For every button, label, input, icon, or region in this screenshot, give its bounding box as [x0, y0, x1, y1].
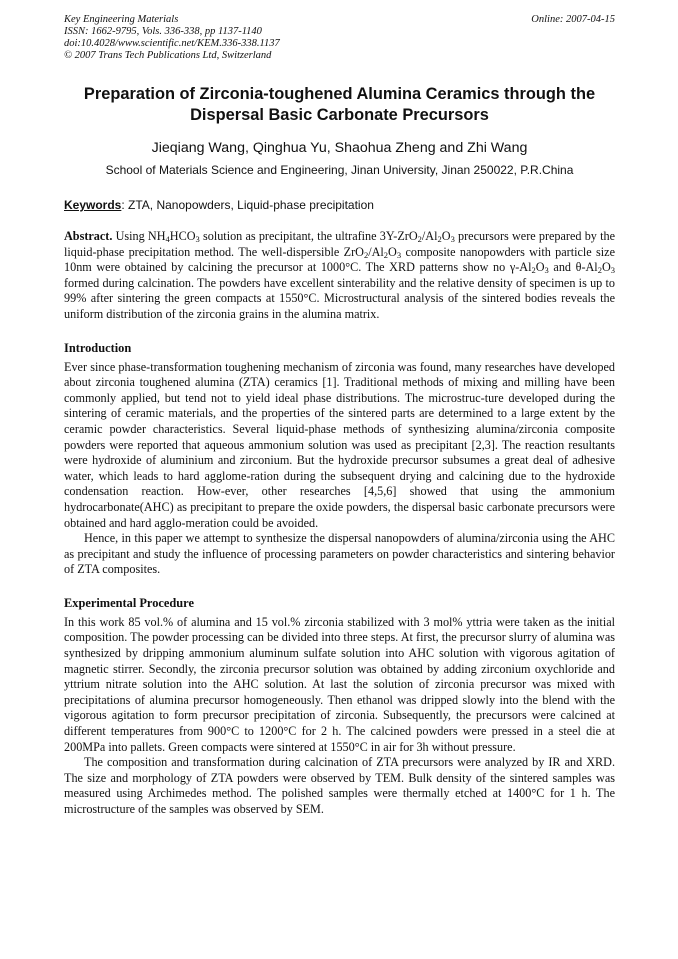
doi-line: doi:10.4028/www.scientific.net/KEM.336-338.1137	[64, 38, 280, 49]
keywords-label: Keywords	[64, 198, 122, 212]
abstract-text: /Al	[368, 244, 384, 259]
abstract-label: Abstract.	[64, 229, 113, 243]
subscript: 2	[383, 249, 389, 260]
subscript: 3	[450, 234, 455, 244]
experimental-paragraph-1: In this work 85 vol.% of alumina and 15 vol.% zirconia stabilized with 3 mol% yttria were taken as the initial composition. The powder processing can be divided into three steps. At first, the precursor slurry of alumina was synthesized by dripping ammonium aluminum sulfate solution into AHC solution with vigorous agitation of magnetic stirrer. Secondly, the zirconia precursor solution was obtained by adding zirconium oxychloride and yttrium nitrate solution into the AHC solution. At last the solution of zirconia precursor was mixed with precipitations of alumina precursor homogeneously. Then ethanol was dripped slowly into the blend with the vigorous agitation to form precursor precipitation of zirconia. Subsequently, the precursors were calcined at different temperatures from 900°C to 1200°C for 2 h. The calcined powders were pressed in a steel die at 200MPa into pallets. Green compacts were sintered at 1550°C in air for 3h without pressure.	[64, 614, 615, 754]
authors: Jieqiang Wang, Qinghua Yu, Shaohua Zheng and Zhi Wang	[151, 140, 528, 156]
introduction-paragraph-1: Ever since phase-transformation toughening mechanism of zirconia was found, many researches have developed about zirconia toughened alumina (ZTA) ceramics [1]. Traditional methods of mixing and milling have been commonly applied, but tend not to yield ideal phase distributions. The microstruc-ture developed during the sintering of ceramic materials, and the properties of the sintered parts are determined to a large extent by the ceramic powder characteristics. Several liquid-phase methods of synthesizing alumina/zirconia composite powders were reported that aqueous ammonium solution was used as precipitant [2,3]. The reaction resultants were hydroxide of aluminium and zirconium. But the hydroxide precursor subsumes a great deal of adhesive water, which leads to hard agglome-ration during the subsequent drying and calcining due to the hydroxide condensation reaction. How-ever, other researches [4,5,6] showed that using the ammonium hydrocarbonate(AHC) as precipitant to prepare the oxide powders, the dispersal basic carbonate precursors were obtained and hard agglo-meration could be avoided.	[64, 359, 615, 530]
abstract-text: solution as precipitant, the ultrafine 3Y-ZrO	[199, 229, 418, 243]
introduction-paragraph-2: Hence, in this paper we attempt to synthesize the dispersal nanopowders of alumina/zirconia using the AHC as precipitant and study the influence of processing parameters on powder characteristics and sintering behavior of ZTA composites.	[64, 531, 615, 577]
abstract-text: O	[601, 260, 611, 275]
experimental-paragraph-2: The composition and transformation during calcination of ZTA precursors were analyzed by IR and XRD. The size and morphology of ZTA powders were observed by TEM. Bulk density of the sintered samples was measured using Archimedes method. The polished samples were thermally etched at 1400°C for 1 h. The microstructure of the samples was observed by SEM.	[64, 755, 615, 816]
introduction-heading: Introduction	[64, 340, 132, 355]
subscript: 3	[195, 234, 200, 244]
paper-title	[64, 84, 615, 126]
running-header	[64, 14, 615, 62]
affiliation: School of Materials Science and Engineering, Jinan University, Jinan 250022, P.R.China	[105, 163, 574, 177]
subscript: 2	[363, 249, 369, 260]
experimental-heading: Experimental Procedure	[64, 595, 194, 610]
issn-line: ISSN: 1662-9795, Vols. 336-338, pp 1137-1140	[64, 26, 262, 37]
abstract-text: and θ-Al	[548, 260, 598, 275]
subscript: 3	[396, 249, 402, 260]
abstract-text: HCO	[169, 229, 196, 243]
abstract-text: Using NH	[112, 229, 166, 243]
subscript: 2	[417, 234, 422, 244]
journal-info	[64, 14, 280, 62]
paper-page	[64, 14, 615, 818]
abstract-text: O	[388, 244, 397, 259]
abstract-text: precursors were prepared by the liquid-phase precipitation method. The well-dispersible ZrO	[64, 229, 615, 259]
abstract-text: O	[535, 260, 545, 275]
copyright-line: © 2007 Trans Tech Publications Ltd, Switzerland	[64, 50, 272, 61]
title-line-2: Dispersal Basic Carbonate Precursors	[190, 106, 489, 124]
abstract-text: /Al	[421, 229, 438, 243]
journal-name: Key Engineering Materials	[64, 14, 179, 25]
subscript: 2	[531, 265, 536, 276]
subscript: 2	[437, 234, 442, 244]
abstract	[64, 229, 615, 323]
subscript: 2	[597, 265, 602, 276]
subscript: 3	[544, 265, 549, 276]
subscript: 3	[610, 265, 616, 276]
keywords	[64, 198, 615, 213]
keywords-text: : ZTA, Nanopowders, Liquid-phase precipitation	[121, 198, 374, 212]
abstract-text: composite nanopowders with particle size 10nm were obtained by calcining the precursor at 1000°C. The XRD patterns show no γ-Al	[64, 244, 615, 275]
title-line-1: Preparation of Zirconia-toughened Alumina Ceramics through the	[83, 85, 596, 103]
abstract-text: O	[441, 229, 451, 243]
subscript: 4	[165, 234, 170, 244]
abstract-text: formed during calcination. The powders have excellent sinterability and the relative density of specimen is up to 99% after sintering the green compacts at 1550°C. Microstructural analysis of the sintered bodies reveals the uniform distribution of the zirconia grains in the alumina matrix.	[64, 275, 615, 321]
online-date: Online: 2007-04-15	[531, 14, 615, 25]
